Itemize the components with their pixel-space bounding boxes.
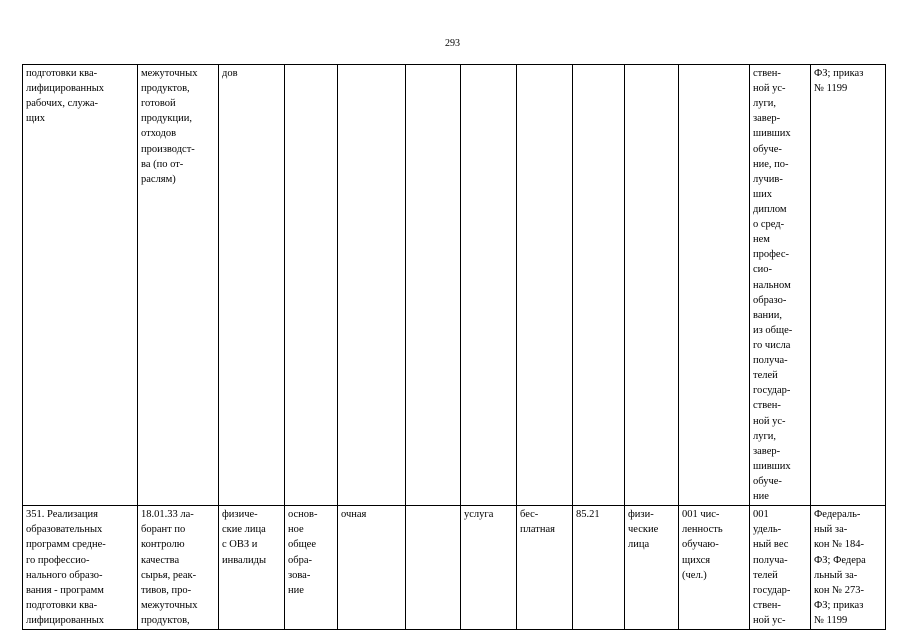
cell-text-line: о сред-	[753, 219, 785, 231]
cell-text-line: телей	[753, 370, 778, 382]
cell-text-line: обуче-	[753, 475, 782, 487]
table-cell	[406, 506, 461, 630]
cell-text-line: (чел.)	[682, 569, 707, 581]
cell-text-line: нальном	[753, 279, 791, 291]
table-cell	[573, 506, 625, 630]
cell-text-line: платная	[520, 524, 555, 536]
cell-text-line: очная	[341, 509, 367, 521]
table-cell	[338, 506, 406, 630]
table-cell	[679, 65, 750, 506]
cell-text-line: лица	[628, 539, 650, 551]
cell-text-line: ное	[288, 524, 304, 536]
cell-text-line: готовой	[141, 98, 176, 110]
cell-text-line: ФЗ; приказ	[814, 599, 864, 611]
cell-text-line: раслям)	[141, 173, 176, 185]
cell-text-line: шивших	[753, 128, 791, 140]
cell-text-line: образовательных	[26, 524, 103, 536]
cell-text-line: дов	[222, 68, 238, 79]
cell-text-line: отходов	[141, 128, 177, 140]
table-cell	[625, 506, 679, 630]
cell-text-line: рабочих, служа-	[26, 98, 99, 110]
cell-text-line: образо-	[753, 294, 787, 306]
cell-text-line: вании,	[753, 309, 782, 321]
cell-text-line: ФЗ; Федера	[814, 554, 866, 566]
table-cell	[811, 506, 886, 630]
cell-text-line: ной ус-	[753, 415, 786, 427]
cell-text-line: бес-	[520, 509, 539, 521]
table-row	[23, 506, 886, 630]
cell-text-line: 001	[753, 509, 769, 521]
cell-text-line: щих	[26, 113, 45, 125]
table-cell	[461, 506, 517, 630]
cell-text-line: луги,	[753, 430, 777, 442]
table-cell	[219, 506, 285, 630]
cell-text-line: межуточных	[141, 68, 198, 79]
cell-text-line: с ОВЗ и	[222, 539, 258, 551]
cell-text-line: льный за-	[814, 569, 858, 581]
cell-text-line: ной ус-	[753, 614, 786, 626]
table-cell	[23, 506, 138, 630]
cell-text-line: диплом	[753, 203, 787, 215]
cell-text-line: продуктов,	[141, 614, 190, 626]
cell-text-line: ние, по-	[753, 158, 789, 170]
cell-text-line: 85.21	[576, 509, 600, 521]
cell-text-line: го числа	[753, 339, 791, 351]
table-cell	[517, 506, 573, 630]
cell-text-line: ной ус-	[753, 83, 786, 95]
cell-text-line: качества	[141, 554, 180, 566]
cell-text-line: ние	[288, 584, 304, 596]
table-cell	[750, 506, 811, 630]
cell-text-line: Федераль-	[814, 509, 861, 521]
cell-text-line: вания - программ	[26, 584, 104, 596]
cell-text-line: 351. Реализация	[26, 509, 98, 521]
cell-text-line: обра-	[288, 554, 312, 566]
cell-text-line: телей	[753, 569, 778, 581]
cell-text-line: завер-	[753, 445, 781, 457]
cell-text-line: основ-	[288, 509, 318, 521]
cell-text-line: ФЗ; приказ	[814, 68, 864, 79]
page-number: 293	[445, 38, 460, 49]
table-cell	[750, 65, 811, 506]
cell-text-line: контролю	[141, 539, 185, 551]
cell-text-line: ва (по от-	[141, 158, 184, 170]
cell-text-line: удель-	[753, 524, 782, 536]
cell-text-line: ствен-	[753, 68, 781, 79]
cell-text-line: получа-	[753, 355, 788, 367]
cell-text-line: лучив-	[753, 173, 783, 185]
table-cell	[285, 65, 338, 506]
cell-text-line: продукции,	[141, 113, 192, 125]
cell-text-line: № 1199	[814, 614, 848, 626]
table-cell	[23, 65, 138, 506]
cell-text-line: обуче-	[753, 143, 782, 155]
table-cell	[625, 65, 679, 506]
cell-text-line: борант по	[141, 524, 186, 536]
cell-text-line: ный вес	[753, 539, 789, 551]
cell-text-line: 18.01.33 ла-	[141, 509, 194, 521]
cell-text-line: шивших	[753, 460, 791, 472]
table-cell	[679, 506, 750, 630]
cell-text-line: ские лица	[222, 524, 266, 536]
cell-text-line: № 1199	[814, 83, 848, 95]
cell-text-line: тивов, про-	[141, 584, 192, 596]
cell-text-line: межуточных	[141, 599, 198, 611]
cell-text-line: зова-	[288, 569, 311, 581]
cell-text-line: обучаю-	[682, 539, 719, 551]
cell-text-line: физиче-	[222, 509, 258, 521]
cell-text-line: го профессио-	[26, 554, 90, 566]
cell-text-line: подготовки ква-	[26, 68, 98, 79]
cell-text-line: ный за-	[814, 524, 848, 536]
cell-text-line: лифицированных	[26, 614, 105, 626]
cell-text-line: инвалиды	[222, 554, 267, 566]
table-cell	[219, 65, 285, 506]
cell-text-line: профес-	[753, 249, 790, 261]
cell-text-line: луги,	[753, 98, 777, 110]
cell-text-line: ствен-	[753, 400, 781, 412]
table-cell	[573, 65, 625, 506]
table-cell	[338, 65, 406, 506]
table-cell	[517, 65, 573, 506]
cell-text-line: ние	[753, 491, 769, 503]
cell-text-line: сио-	[753, 264, 773, 276]
cell-text-line: 001 чис-	[682, 509, 720, 521]
cell-text-line: ствен-	[753, 599, 781, 611]
cell-text-line: ческие	[628, 524, 659, 536]
cell-text-line: лифицированных	[26, 83, 105, 95]
cell-text-line: получа-	[753, 554, 788, 566]
table-cell	[138, 65, 219, 506]
cell-text-line: подготовки ква-	[26, 599, 98, 611]
cell-text-line: кон № 273-	[814, 584, 864, 596]
cell-text-line: нального образо-	[26, 569, 103, 581]
cell-text-line: щихся	[682, 554, 711, 566]
table-cell	[138, 506, 219, 630]
cell-text-line: услуга	[464, 509, 494, 521]
table-row	[23, 65, 886, 506]
table-cell	[461, 65, 517, 506]
cell-text-line: сырья, реак-	[141, 569, 197, 581]
cell-text-line: физи-	[628, 509, 654, 521]
cell-text-line: ших	[753, 188, 772, 200]
cell-text-line: нем	[753, 234, 770, 246]
cell-text-line: производст-	[141, 143, 195, 155]
cell-text-line: продуктов,	[141, 83, 190, 95]
cell-text-line: завер-	[753, 113, 781, 125]
cell-text-line: государ-	[753, 385, 791, 397]
cell-text-line: кон № 184-	[814, 539, 864, 551]
cell-text-line: программ средне-	[26, 539, 106, 551]
cell-text-line: общее	[288, 539, 316, 551]
table-cell	[285, 506, 338, 630]
table-cell	[811, 65, 886, 506]
registry-table	[22, 64, 886, 630]
cell-text-line: из обще-	[753, 324, 793, 336]
table-cell	[406, 65, 461, 506]
cell-text-line: государ-	[753, 584, 791, 596]
cell-text-line: ленность	[682, 524, 723, 536]
